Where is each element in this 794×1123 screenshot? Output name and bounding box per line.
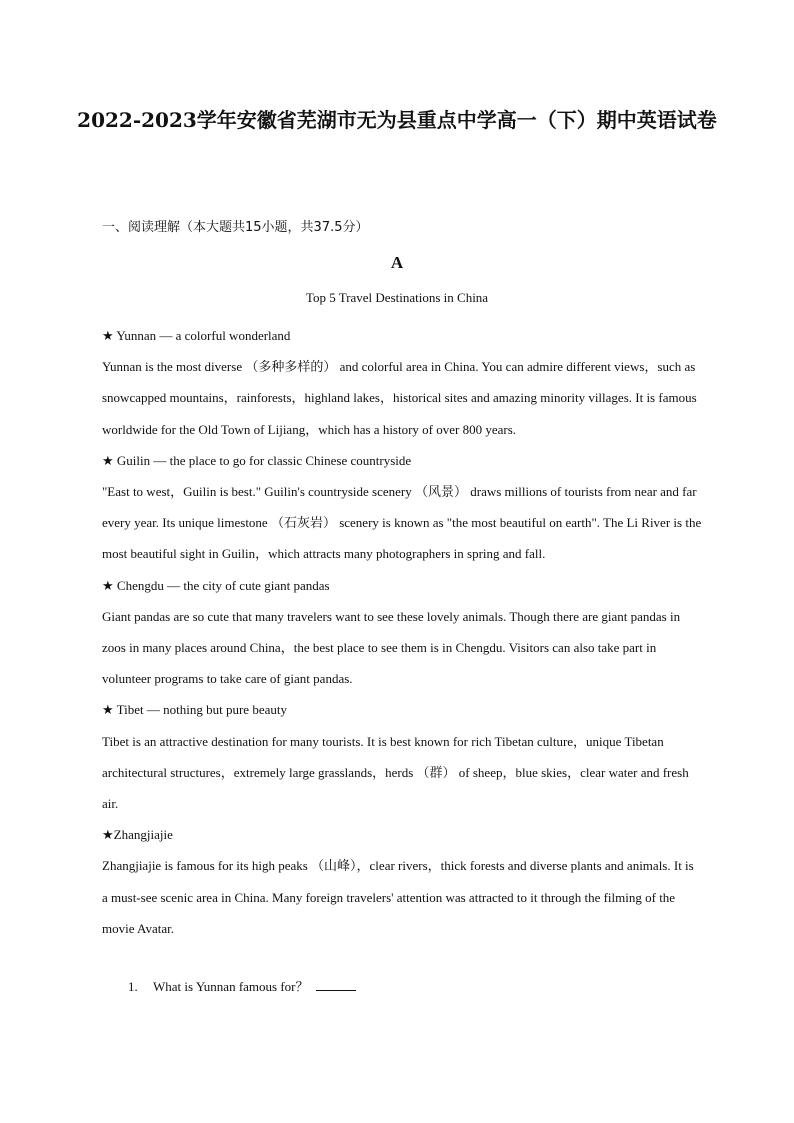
part-label: A (390, 253, 404, 272)
section-heading: 一、阅读理解（本大题共15小题，共37.5分） (102, 220, 369, 235)
exam-title: 2022-2023学年安徽省芜湖市无为县重点中学高一（下）期中英语试卷 (77, 108, 717, 132)
zhangjiajie-paragraph: Zhangjiajie is famous for its high peaks （山峰），clear rivers，thick forests and diverse plants and animals. It is a must-see scenic area in China. Many foreign travelers' attention was attracted to it through the filming of the movie Avatar. (102, 858, 694, 936)
zhangjiajie-heading: ★Zhangjiajie (102, 827, 173, 843)
tibet-heading: ★ Tibet — nothing but pure beauty (102, 702, 287, 718)
chengdu-heading: ★ Chengdu — the city of cute giant pandas (102, 577, 330, 593)
question-1 (128, 976, 356, 995)
tibet-paragraph: Tibet is an attractive destination for many tourists. It is best known for rich Tibetan culture，unique Tibetan architectural structures，extremely large grasslands，herds （群） of sheep，blue skies，clear water and fresh air. (102, 733, 689, 812)
question-number: 1. (128, 979, 138, 994)
passage-body (102, 320, 702, 944)
chengdu-paragraph: Giant pandas are so cute that many travelers want to see these lovely animals. Though there are giant pandas in zoos in many places around China，the best place to see them is in Chengdu. Visitors can also take part in volunteer programs to take care of giant pandas. (102, 608, 681, 687)
yunnan-heading: ★ Yunnan — a colorful wonderland (102, 328, 291, 343)
answer-blank[interactable] (316, 978, 356, 991)
passage-title: Top 5 Travel Destinations in China (305, 290, 489, 305)
guilin-heading: ★ Guilin — the place to go for classic Chinese countryside (102, 452, 412, 468)
guilin-paragraph: "East to west，Guilin is best." Guilin's countryside scenery （风景） draws millions of tourists from near and far every year. Its unique limestone （石灰岩） scenery is known as "the most beautiful on earth". The Li River is the most beautiful sight in Guilin，which attracts many photographers in spring and fall. (102, 484, 702, 562)
question-text: What is Yunnan famous for？ (153, 979, 309, 994)
yunnan-paragraph: Yunnan is the most diverse （多种多样的） and colorful area in China. You can admire different views，such as snowcapped mountains，rainforests，highland lakes，historical sites and amazing minority villages. It is famous worldwide for the Old Town of Lijiang，which has a history of over 800 years. (102, 359, 697, 437)
